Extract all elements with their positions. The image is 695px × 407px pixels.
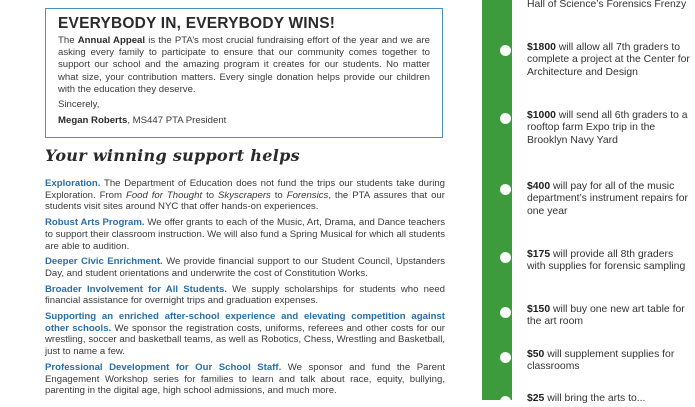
- giving-level-text: [527, 393, 692, 405]
- timeline-dot: [500, 307, 511, 318]
- support-heading: Your winning support helps: [45, 146, 300, 165]
- support-item-text: The Department of Education does not fund the trips our students take during Exploration. From: [45, 178, 445, 201]
- support-item-text: to: [270, 189, 287, 201]
- green-timeline-bar: [482, 0, 512, 400]
- sincerely-line: Sincerely,: [58, 99, 100, 111]
- giving-amount: $1000: [527, 110, 556, 121]
- giving-level-text: Hall of Science’s Forensics Frenzy: [527, 0, 687, 10]
- signer-line: [58, 115, 430, 127]
- giving-amount: $400: [527, 181, 551, 192]
- giving-description: will allow all 7th graders to complete a project at the Center for Architecture and Design: [527, 42, 690, 78]
- giving-amount: $175: [527, 249, 551, 260]
- support-item-italic: Skyscrapers: [218, 189, 271, 201]
- timeline-dot: [500, 396, 511, 407]
- timeline-dot: [500, 184, 511, 195]
- support-item-professional-development: [45, 362, 445, 397]
- signer-name: Megan Roberts: [58, 115, 128, 127]
- support-item-text: We provide financial support to our Student Council, Upstanders Day, and student orientations and underwrite the cost of Constitution Works.: [45, 256, 446, 279]
- giving-amount: $150: [527, 304, 551, 315]
- appeal-intro: [58, 35, 430, 96]
- support-item-text: We sponsor and fund the Parent Engagement Workshop series for families to learn and talk about race, equity, bullying, parenting in the digital age, high school admissions, and much more.: [45, 361, 446, 397]
- giving-description: will buy one new art table for the art room: [527, 304, 685, 328]
- support-item-civic: [45, 256, 445, 279]
- timeline-dot: [500, 113, 511, 124]
- support-item-italic: Forensics: [286, 189, 329, 201]
- giving-level-text: [527, 349, 692, 374]
- timeline-dot: [500, 45, 511, 56]
- giving-description: will send all 6th graders to a rooftop farm Expo trip in the Brooklyn Navy Yard: [527, 110, 688, 146]
- support-item-after-school: [45, 311, 445, 358]
- support-item-lead: Robust Arts Program.: [45, 217, 145, 229]
- annual-appeal-term: Annual Appeal: [77, 35, 146, 46]
- timeline-dot: [500, 252, 511, 263]
- giving-description: will bring the arts to...: [544, 393, 646, 404]
- giving-level-text: [527, 110, 692, 147]
- giving-amount: $50: [527, 349, 545, 360]
- appeal-title: EVERYBODY IN, EVERYBODY WINS!: [58, 15, 336, 32]
- giving-amount: $25: [527, 393, 545, 404]
- support-item-text: We offer grants to each of the Music, Art, Drama, and Dance teachers to support their classroom instruction. We will also fund a Spring Musical for which all students are able to audition.: [45, 217, 445, 252]
- support-item-lead: Professional Development for Our School Staff.: [45, 361, 282, 373]
- giving-amount: $1800: [527, 42, 556, 53]
- signer-title: , MS447 PTA President: [127, 115, 227, 127]
- giving-level-text: [527, 249, 692, 274]
- appeal-intro-body: is the PTA’s most crucial fundraising effort of the year and we are asking every family to participate to ensure that our community comes together to support our school and the amazing program it creates for our students. No matter what size, your contribution matters. Every single donation helps provide our children with the education they deserve.: [58, 35, 430, 95]
- support-item-arts: [45, 217, 445, 252]
- support-item-exploration: [45, 178, 445, 213]
- giving-description: will provide all 8th graders with supplies for forensic sampling: [527, 249, 686, 273]
- support-item-involvement: [45, 284, 445, 307]
- support-item-lead: Broader Involvement for All Students.: [45, 283, 227, 295]
- giving-description: will pay for all of the music department’s instrument repairs for one year: [527, 181, 688, 217]
- support-item-italic: Food for Thought: [125, 189, 203, 201]
- timeline-dot: [500, 352, 511, 363]
- support-item-text: to: [202, 189, 219, 201]
- support-item-text: , the PTA assures that our students visit sites around NYC that offer hands-on experiences.: [45, 189, 445, 213]
- support-item-text: We sponsor the registration costs, uniforms, referees and other costs for our wrestling, soccer and basketball teams, as well as Robotics, Chess, Wrestling and Basketball, just to name a few.: [45, 322, 445, 358]
- giving-description: will supplement supplies for classrooms: [527, 349, 675, 373]
- giving-level-text: [527, 42, 692, 79]
- giving-level-text: [527, 304, 692, 329]
- giving-level-text: [527, 181, 692, 218]
- support-list: [45, 178, 445, 401]
- support-item-lead: Exploration.: [45, 178, 101, 189]
- support-item-lead: Deeper Civic Enrichment.: [45, 256, 163, 268]
- support-item-text: We supply scholarships for students who need financial assistance for overnight trips and graduation expenses.: [45, 283, 445, 307]
- annual-appeal-box: [45, 8, 443, 138]
- support-item-lead: Supporting an enriched after-school experience and elevating competition against other schools.: [45, 311, 445, 334]
- appeal-intro-pre: The: [58, 35, 78, 46]
